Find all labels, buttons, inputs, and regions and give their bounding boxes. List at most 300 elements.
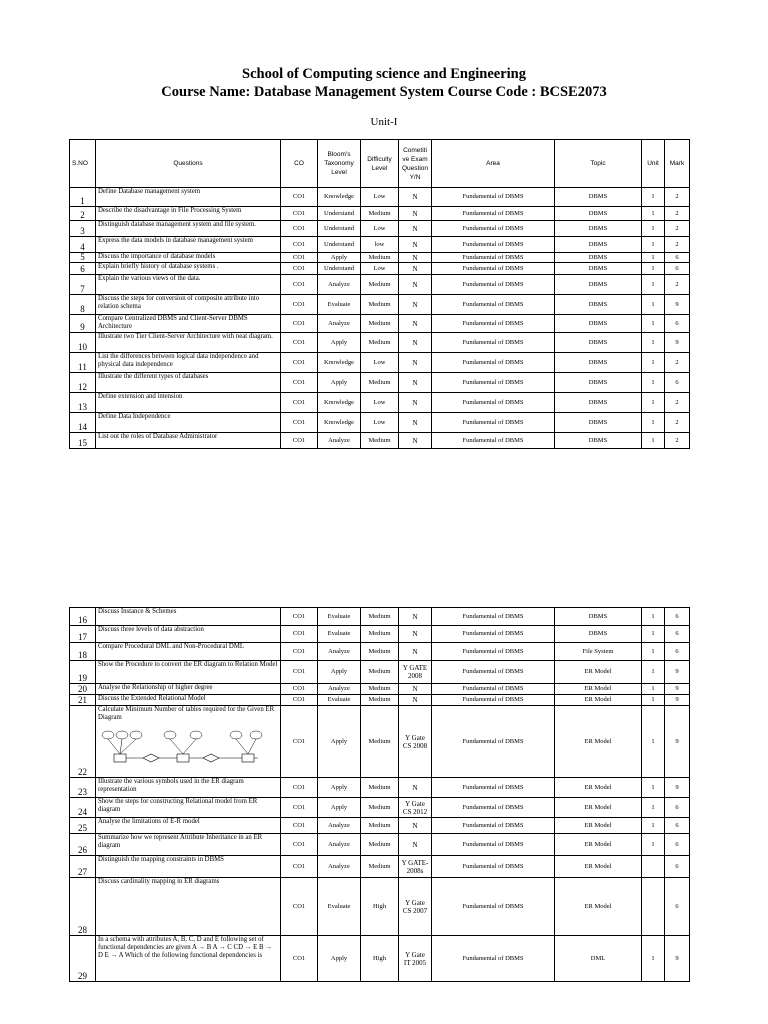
question-cell — [96, 237, 281, 253]
competitive-cell — [399, 818, 432, 834]
question-cell — [96, 253, 281, 263]
unit-cell — [642, 643, 665, 661]
sno-cell-text: 20 — [78, 684, 87, 694]
area-cell-text: Fundamental of DBMS — [462, 630, 524, 637]
difficulty-cell — [361, 661, 399, 684]
difficulty-cell-text: Medium — [368, 436, 391, 444]
topic-cell — [555, 626, 642, 643]
area-cell — [432, 333, 555, 353]
topic-cell-text: ER Model — [584, 902, 612, 910]
mark-cell-text: 6 — [675, 264, 679, 272]
table-row — [70, 315, 690, 333]
area-cell — [432, 221, 555, 237]
er-attribute-oval — [116, 731, 128, 739]
topic-cell — [555, 643, 642, 661]
difficulty-cell — [361, 878, 399, 936]
difficulty-cell-text: High — [373, 902, 386, 910]
question-cell — [96, 834, 281, 856]
difficulty-cell-text: High — [373, 954, 386, 962]
difficulty-cell-text: Low — [373, 264, 386, 272]
table-row — [70, 275, 690, 295]
question-cell — [96, 856, 281, 878]
co-cell — [281, 706, 318, 778]
bloom-cell-text: Apply — [330, 338, 348, 346]
co-cell — [281, 684, 318, 695]
competitive-cell — [399, 253, 432, 263]
header-questions: Questions — [96, 140, 281, 188]
difficulty-cell — [361, 798, 399, 818]
co-cell-text: CO1 — [292, 224, 306, 232]
question-cell-text: Discuss the importance of database models — [98, 253, 216, 260]
table-row — [70, 661, 690, 684]
difficulty-cell-text: Medium — [368, 696, 391, 703]
area-cell — [432, 315, 555, 333]
area-cell — [432, 798, 555, 818]
area-cell-text: Fundamental of DBMS — [462, 240, 524, 248]
topic-cell — [555, 798, 642, 818]
unit-cell-text: 1 — [651, 193, 655, 200]
bloom-cell-text: Knowledge — [324, 358, 354, 366]
sno-cell — [70, 661, 96, 684]
topic-cell-text: ER Model — [584, 696, 612, 703]
bloom-cell-text: Apply — [330, 668, 348, 675]
question-cell — [96, 353, 281, 373]
area-cell — [432, 275, 555, 295]
question-cell-text: Illustrate the various symbols used in the ER diagram representation — [98, 778, 244, 793]
unit-cell-text: 1 — [651, 954, 655, 962]
difficulty-cell — [361, 818, 399, 834]
topic-cell — [555, 706, 642, 778]
unit-cell-text: 1 — [651, 647, 655, 655]
table-row — [70, 778, 690, 798]
area-cell — [432, 695, 555, 706]
question-cell-text: Discuss the steps for conversion of composite attribute into relation schema — [98, 295, 260, 310]
topic-cell-text: DBMS — [588, 193, 608, 200]
co-cell-text: CO1 — [292, 280, 306, 288]
mark-cell — [665, 353, 690, 373]
area-cell-text: Fundamental of DBMS — [462, 840, 524, 848]
unit-cell — [642, 253, 665, 263]
question-cell — [96, 818, 281, 834]
competitive-cell — [399, 433, 432, 449]
topic-cell — [555, 878, 642, 936]
difficulty-cell — [361, 275, 399, 295]
co-cell — [281, 626, 318, 643]
table-row — [70, 207, 690, 221]
difficulty-cell-text: Low — [373, 224, 386, 232]
table-row — [70, 188, 690, 207]
difficulty-cell — [361, 608, 399, 626]
sno-cell-text: 11 — [78, 362, 87, 372]
difficulty-cell — [361, 778, 399, 798]
unit-cell-text: 1 — [651, 630, 655, 637]
question-cell-text: Explain briefly history of database systems . — [98, 263, 219, 270]
er-attribute-link — [170, 739, 183, 754]
competitive-cell — [399, 263, 432, 275]
difficulty-cell-text: Medium — [368, 783, 391, 791]
bloom-cell — [318, 207, 361, 221]
unit-cell-text: 1 — [651, 821, 655, 829]
difficulty-cell — [361, 433, 399, 449]
question-cell-text: Express the data models in database management system — [98, 237, 253, 244]
co-cell-text: CO1 — [292, 264, 306, 272]
co-cell-text: CO1 — [292, 862, 306, 870]
competitive-cell — [399, 878, 432, 936]
difficulty-cell — [361, 706, 399, 778]
er-diagram-figure — [98, 726, 268, 768]
mark-cell-text: 9 — [675, 737, 679, 745]
topic-cell-text: ER Model — [584, 783, 612, 791]
mark-cell — [665, 433, 690, 449]
co-cell-text: CO1 — [292, 378, 306, 386]
bloom-cell-text: Apply — [330, 803, 348, 811]
header-sno: S.NO — [70, 140, 96, 188]
area-cell-text: Fundamental of DBMS — [462, 209, 524, 217]
question-cell-text: List out the roles of Database Administrator — [98, 433, 218, 440]
mark-cell-text: 9 — [675, 338, 679, 346]
bloom-cell — [318, 413, 361, 433]
bloom-cell — [318, 778, 361, 798]
area-cell — [432, 253, 555, 263]
er-entity-box — [242, 754, 254, 762]
sno-cell — [70, 626, 96, 643]
co-cell-text: CO1 — [292, 737, 306, 745]
topic-cell — [555, 295, 642, 315]
sno-cell — [70, 393, 96, 413]
bloom-cell-text: Knowledge — [324, 398, 354, 406]
mark-cell — [665, 834, 690, 856]
sno-cell — [70, 608, 96, 626]
unit-cell-text: 1 — [651, 737, 655, 745]
bloom-cell — [318, 878, 361, 936]
question-cell-text: Discuss Instance & Schemes — [98, 608, 177, 615]
bloom-cell-text: Analyze — [328, 840, 350, 848]
sno-cell — [70, 315, 96, 333]
competitive-cell — [399, 275, 432, 295]
co-cell — [281, 798, 318, 818]
bloom-cell — [318, 373, 361, 393]
difficulty-cell-text: Medium — [368, 647, 391, 655]
unit-cell — [642, 856, 665, 878]
bloom-cell — [318, 353, 361, 373]
er-attribute-oval — [130, 731, 142, 739]
competitive-cell-text: Y GATE 2008 — [402, 664, 428, 680]
co-cell — [281, 818, 318, 834]
topic-cell-text: ER Model — [584, 862, 612, 870]
area-cell-text: Fundamental of DBMS — [462, 418, 524, 426]
table-row — [70, 878, 690, 936]
question-cell — [96, 275, 281, 295]
header-area: Area — [432, 140, 555, 188]
mark-cell-text: 6 — [675, 803, 679, 811]
area-cell-text: Fundamental of DBMS — [462, 612, 524, 620]
table-row — [70, 295, 690, 315]
unit-cell-text: 1 — [651, 300, 655, 308]
difficulty-cell-text: Medium — [368, 300, 391, 308]
mark-cell — [665, 608, 690, 626]
topic-cell — [555, 253, 642, 263]
bloom-cell-text: Understand — [324, 240, 354, 248]
sno-cell-text: 8 — [80, 304, 85, 314]
unit-cell — [642, 834, 665, 856]
topic-cell — [555, 333, 642, 353]
area-cell-text: Fundamental of DBMS — [462, 737, 524, 745]
competitive-cell — [399, 188, 432, 207]
unit-cell-text: 1 — [651, 319, 655, 327]
question-cell — [96, 373, 281, 393]
unit-cell-text: 1 — [651, 840, 655, 848]
topic-cell — [555, 207, 642, 221]
question-cell — [96, 433, 281, 449]
area-cell-text: Fundamental of DBMS — [462, 803, 524, 811]
unit-cell — [642, 221, 665, 237]
unit-cell-text: 1 — [651, 280, 655, 288]
co-cell-text: CO1 — [292, 193, 306, 200]
competitive-cell — [399, 661, 432, 684]
sno-cell — [70, 373, 96, 393]
area-cell-text: Fundamental of DBMS — [462, 378, 524, 386]
er-attribute-link — [183, 739, 196, 754]
area-cell — [432, 684, 555, 695]
bloom-cell-text: Apply — [330, 378, 348, 386]
difficulty-cell-text: Low — [373, 398, 386, 406]
unit-cell — [642, 237, 665, 253]
bloom-cell-text: Analyze — [328, 647, 350, 655]
topic-cell-text: DML — [590, 954, 606, 962]
competitive-cell — [399, 295, 432, 315]
mark-cell — [665, 221, 690, 237]
mark-cell-text: 2 — [675, 418, 679, 426]
table-row — [70, 253, 690, 263]
area-cell-text: Fundamental of DBMS — [462, 319, 524, 327]
sno-cell-text: 5 — [80, 252, 85, 262]
area-cell-text: Fundamental of DBMS — [462, 300, 524, 308]
bloom-cell — [318, 936, 361, 982]
mark-cell-text: 6 — [675, 862, 679, 870]
er-attribute-link — [236, 739, 248, 754]
co-cell — [281, 188, 318, 207]
mark-cell — [665, 706, 690, 778]
difficulty-cell — [361, 237, 399, 253]
difficulty-cell — [361, 315, 399, 333]
sno-cell — [70, 695, 96, 706]
co-cell — [281, 315, 318, 333]
question-cell — [96, 878, 281, 936]
co-cell-text: CO1 — [292, 436, 306, 444]
table-row — [70, 433, 690, 449]
question-cell — [96, 295, 281, 315]
question-cell-text: Discuss three levels of data abstraction — [98, 626, 204, 633]
sno-cell-text: 14 — [78, 422, 87, 432]
table-row — [70, 413, 690, 433]
table-row — [70, 706, 690, 778]
sno-cell — [70, 936, 96, 982]
table-row — [70, 856, 690, 878]
unit-cell — [642, 433, 665, 449]
sno-cell-text: 21 — [78, 695, 87, 705]
question-cell — [96, 315, 281, 333]
unit-cell — [642, 295, 665, 315]
co-cell — [281, 778, 318, 798]
sno-cell-text: 7 — [80, 284, 85, 294]
mark-cell — [665, 778, 690, 798]
bloom-cell — [318, 295, 361, 315]
question-cell — [96, 778, 281, 798]
question-cell-text: Define Data Independence — [98, 413, 171, 420]
area-cell — [432, 295, 555, 315]
area-cell-text: Fundamental of DBMS — [462, 253, 524, 261]
question-cell-text: Discuss the Extended Relational Model — [98, 695, 206, 702]
sno-cell — [70, 778, 96, 798]
difficulty-cell-text: Medium — [368, 319, 391, 327]
area-cell — [432, 207, 555, 221]
difficulty-cell-text: Medium — [368, 862, 391, 870]
difficulty-cell — [361, 695, 399, 706]
topic-cell — [555, 237, 642, 253]
difficulty-cell — [361, 207, 399, 221]
unit-cell-text: 1 — [651, 264, 655, 272]
header-mark: Mark — [665, 140, 690, 188]
difficulty-cell — [361, 253, 399, 263]
bloom-cell — [318, 798, 361, 818]
unit-cell — [642, 684, 665, 695]
mark-cell-text: 9 — [675, 954, 679, 962]
area-cell — [432, 626, 555, 643]
header-unit: Unit — [642, 140, 665, 188]
competitive-cell-text: N — [412, 630, 418, 638]
competitive-cell — [399, 413, 432, 433]
sno-cell — [70, 333, 96, 353]
difficulty-cell-text: low — [374, 240, 385, 248]
table-row — [70, 353, 690, 373]
area-cell-text: Fundamental of DBMS — [462, 668, 524, 675]
unit-cell-text: 1 — [651, 378, 655, 386]
co-cell-text: CO1 — [292, 685, 306, 692]
difficulty-cell — [361, 643, 399, 661]
competitive-cell-text: N — [412, 418, 418, 427]
topic-cell-text: DBMS — [588, 240, 608, 248]
question-cell — [96, 393, 281, 413]
unit-cell-text: 1 — [651, 253, 655, 261]
sno-cell-text: 3 — [80, 226, 85, 236]
mark-cell-text: 9 — [675, 685, 679, 692]
competitive-cell-text: N — [412, 224, 418, 233]
unit-cell — [642, 275, 665, 295]
table-row — [70, 373, 690, 393]
co-cell — [281, 333, 318, 353]
sno-cell-text: 28 — [78, 925, 87, 935]
difficulty-cell-text: Low — [373, 193, 386, 200]
bloom-cell-text: Knowledge — [324, 193, 354, 200]
topic-cell-text: DBMS — [588, 418, 608, 426]
competitive-cell-text: N — [412, 696, 418, 704]
competitive-cell-text: N — [412, 209, 418, 218]
competitive-cell-text: N — [412, 436, 418, 445]
unit-cell-text: 1 — [651, 436, 655, 444]
mark-cell — [665, 188, 690, 207]
mark-cell-text: 2 — [675, 193, 679, 200]
competitive-cell-text: Y Gate CS 2008 — [402, 733, 428, 750]
co-cell-text: CO1 — [292, 240, 306, 248]
unit-cell-text: 1 — [651, 358, 655, 366]
topic-cell — [555, 856, 642, 878]
sno-cell — [70, 878, 96, 936]
topic-cell — [555, 393, 642, 413]
question-cell-text: In a schema with attributes A, B, C, D and E following set of functional dependencies are given A → B A → C CD → E B → D E → A Which of the following functional dependencies is — [98, 936, 273, 959]
question-cell — [96, 695, 281, 706]
competitive-cell-text: N — [412, 253, 418, 262]
question-cell-text: Analyse the limitations of E-R model — [98, 818, 200, 825]
difficulty-cell — [361, 295, 399, 315]
question-cell-text: Define Database management system — [98, 188, 201, 195]
co-cell — [281, 433, 318, 449]
sno-cell-text: 2 — [80, 210, 85, 220]
question-cell — [96, 684, 281, 695]
sno-cell-text: 26 — [78, 845, 87, 855]
co-cell — [281, 207, 318, 221]
bloom-cell — [318, 253, 361, 263]
area-cell-text: Fundamental of DBMS — [462, 193, 524, 200]
difficulty-cell — [361, 188, 399, 207]
bloom-cell — [318, 695, 361, 706]
mark-cell — [665, 333, 690, 353]
co-cell — [281, 413, 318, 433]
topic-cell — [555, 684, 642, 695]
competitive-cell-text: Y Gate IT 2005 — [403, 950, 427, 967]
competitive-cell-text: N — [412, 338, 418, 347]
unit-cell — [642, 207, 665, 221]
co-cell-text: CO1 — [292, 954, 306, 962]
mark-cell — [665, 684, 690, 695]
sno-cell — [70, 237, 96, 253]
bloom-cell-text: Understand — [324, 209, 354, 217]
table-row — [70, 834, 690, 856]
bloom-cell-text: Evaluate — [327, 630, 351, 637]
question-cell — [96, 207, 281, 221]
sno-cell-text: 15 — [78, 438, 87, 448]
header-topic: Topic — [555, 140, 642, 188]
table-body-page1 — [70, 188, 690, 449]
questions-table-page1 — [69, 139, 690, 449]
header-co: CO — [281, 140, 318, 188]
mark-cell — [665, 393, 690, 413]
area-cell — [432, 834, 555, 856]
bloom-cell — [318, 684, 361, 695]
topic-cell-text: ER Model — [584, 803, 612, 811]
unit-cell-text: 1 — [651, 668, 655, 675]
bloom-cell-text: Analyze — [328, 862, 350, 870]
sno-cell — [70, 275, 96, 295]
competitive-cell — [399, 207, 432, 221]
sno-cell — [70, 818, 96, 834]
sno-cell — [70, 798, 96, 818]
er-attribute-link — [120, 739, 122, 754]
unit-cell-text: 1 — [651, 783, 655, 791]
competitive-cell-text: N — [412, 647, 418, 656]
area-cell — [432, 433, 555, 449]
co-cell — [281, 834, 318, 856]
unit-cell — [642, 936, 665, 982]
question-cell — [96, 706, 281, 778]
co-cell — [281, 695, 318, 706]
bloom-cell-text: Apply — [330, 253, 348, 261]
area-cell — [432, 263, 555, 275]
sno-cell-text: 17 — [78, 632, 87, 642]
mark-cell — [665, 661, 690, 684]
bloom-cell-text: Apply — [330, 783, 348, 791]
topic-cell — [555, 433, 642, 449]
difficulty-cell-text: Medium — [368, 821, 391, 829]
